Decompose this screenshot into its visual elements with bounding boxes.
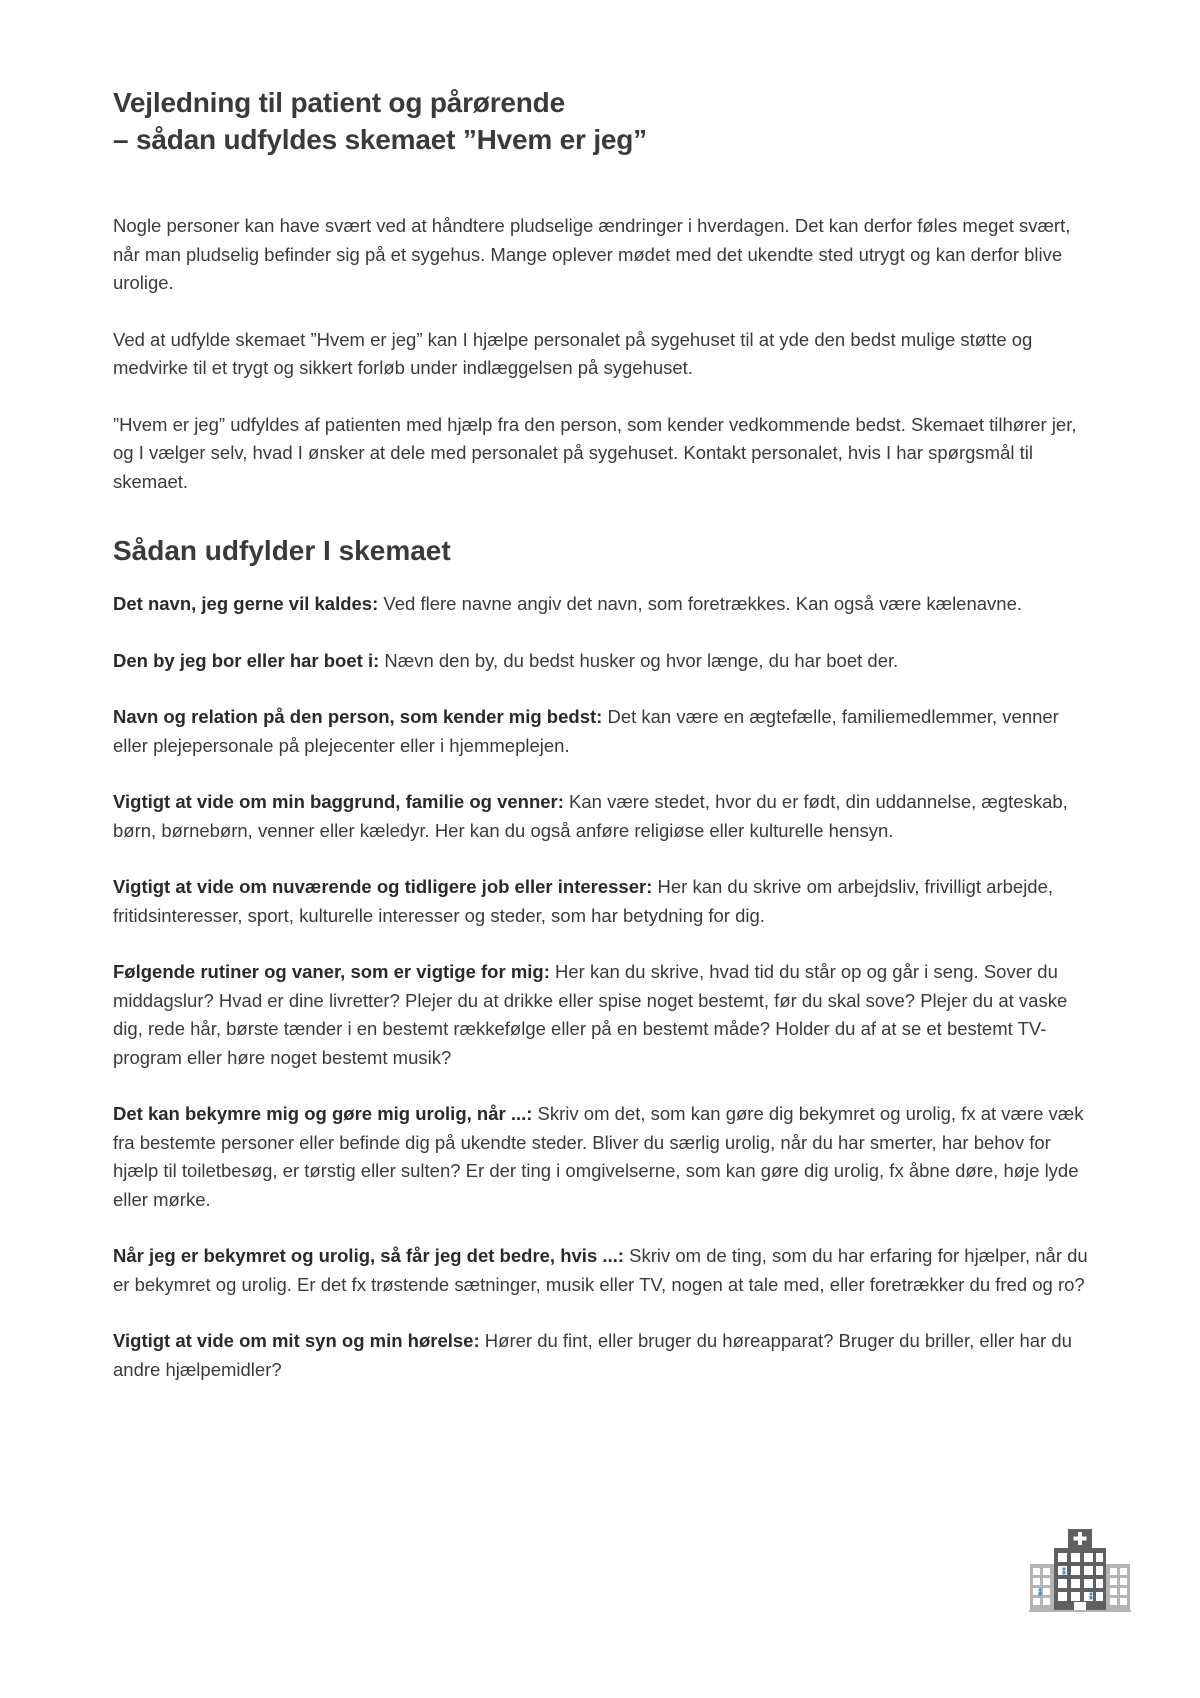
title-line-2: – sådan udfyldes skemaet ”Hvem er jeg” xyxy=(113,124,647,155)
instruction-label: Det kan bekymre mig og gøre mig urolig, når ...: xyxy=(113,1103,533,1124)
instruction-item xyxy=(113,873,1098,930)
instruction-text: Her kan du skrive, hvad tid du står op og går i seng. Sover du middagslur? Hvad er dine livretter? Plejer du at drikke eller spise noget bestemt, før du skal sove? Plejer du at vaske dig, rede hår, børste tænder i en bestemt rækkefølge eller på en bestemt måde? Holder du af at se et bestemt TV-program eller høre noget bestemt musik? xyxy=(113,961,1068,1068)
instruction-text: Det kan være en ægtefælle, familiemedlemmer, venner eller plejepersonale på plejecenter eller i hjemmeplejen. xyxy=(113,706,1059,756)
instruction-item xyxy=(113,1242,1098,1299)
instruction-text: Nævn den by, du bedst husker og hvor længe, du har boet der. xyxy=(379,649,899,671)
hospital-building-icon xyxy=(1028,1528,1132,1612)
instruction-label: Vigtigt at vide om min baggrund, familie og venner: xyxy=(113,791,564,812)
section-heading: Sådan udfylder I skemaet xyxy=(113,535,451,566)
title-line-1: Vejledning til patient og pårørende xyxy=(113,87,565,118)
page-title xyxy=(113,84,1098,158)
instruction-label: Navn og relation på den person, som kender mig bedst: xyxy=(113,706,603,727)
instruction-text: Skriv om det, som kan gøre dig bekymret og urolig, fx at være væk fra bestemte personer eller befinde dig på ukendte steder. Bliver du særlig urolig, når du har smerter, har behov for hjælp til toiletbesøg, er tørstig eller sulten? Er der ting i omgivelserne, som kan gøre dig urolig, fx åbne døre, høje lyde eller mørke. xyxy=(113,1103,1084,1210)
intro-paragraph: Nogle personer kan have svært ved at håndtere pludselige ændringer i hverdagen. Det kan derfor føles meget svært, når man pludselig befinder sig på et sygehus. Mange oplever mødet med det ukendte sted utrygt og kan derfor blive urolige. xyxy=(113,215,1071,293)
instruction-label: Følgende rutiner og vaner, som er vigtige for mig: xyxy=(113,961,550,982)
instruction-text: Skriv om de ting, som du har erfaring for hjælper, når du er bekymret og urolig. Er det fx trøstende sætninger, musik eller TV, nogen at tale med, eller foretrækker du fred og ro? xyxy=(113,1245,1088,1295)
instruction-label: Den by jeg bor eller har boet i: xyxy=(113,649,380,671)
instruction-label: Det navn, jeg gerne vil kaldes: xyxy=(113,593,379,614)
intro-section xyxy=(113,212,1098,496)
document-content xyxy=(113,84,1098,1412)
intro-paragraph: Ved at udfylde skemaet ”Hvem er jeg” kan I hjælpe personalet på sygehuset til at yde den bedst mulige støtte og medvirke til et trygt og sikkert forløb under indlæggelsen på sygehuset. xyxy=(113,328,1033,378)
instruction-label: Vigtigt at vide om nuværende og tidligere job eller interesser: xyxy=(113,876,653,897)
instruction-label: Vigtigt at vide om mit syn og min hørelse: xyxy=(113,1330,480,1351)
instruction-item xyxy=(113,590,1098,619)
instruction-item xyxy=(113,1100,1098,1214)
instruction-label: Når jeg er bekymret og urolig, så får jeg det bedre, hvis ...: xyxy=(113,1245,624,1266)
instructions-list xyxy=(113,590,1098,1384)
instruction-text: Ved flere navne angiv det navn, som foretrækkes. Kan også være kælenavne. xyxy=(378,593,1023,614)
instruction-text: Her kan du skrive om arbejdsliv, frivilligt arbejde, fritidsinteresser, sport, kulturelle interesser og steder, som har betydning for dig. xyxy=(113,876,1054,926)
intro-paragraph: ”Hvem er jeg” udfyldes af patienten med hjælp fra den person, som kender vedkommende bedst. Skemaet tilhører jer, og I vælger selv, hvad I ønsker at dele med personalet på sygehuset. Kontakt personalet, hvis I har spørgsmål til skemaet. xyxy=(113,413,1077,492)
instruction-item xyxy=(113,647,1098,676)
instruction-item xyxy=(113,958,1098,1072)
instruction-item xyxy=(113,1327,1098,1384)
instruction-text: Hører du fint, eller bruger du høreapparat? Bruger du briller, eller har du andre hjælpemidler? xyxy=(113,1330,1072,1380)
hospital-building-icon xyxy=(1028,1528,1132,1612)
instruction-item xyxy=(113,788,1098,845)
instruction-text: Kan være stedet, hvor du er født, din uddannelse, ægteskab, børn, børnebørn, venner eller kæledyr. Her kan du også anføre religiøse eller kulturelle hensyn. xyxy=(113,791,1068,841)
instruction-item xyxy=(113,703,1098,760)
